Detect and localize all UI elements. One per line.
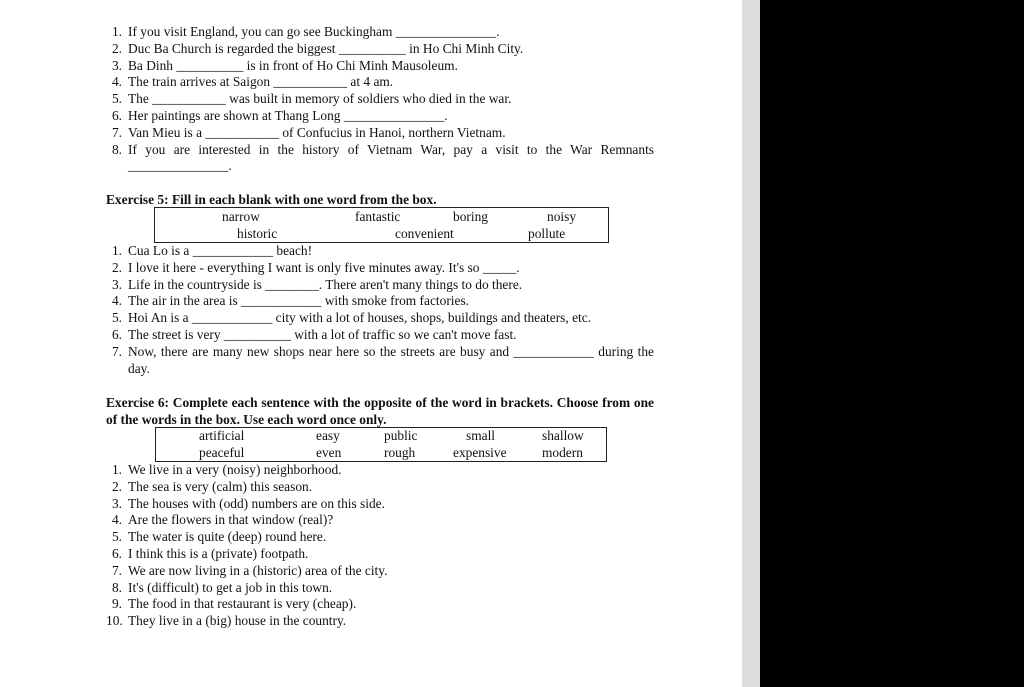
word-box-item: noisy bbox=[547, 209, 577, 224]
list-item: 1. Cua Lo is a ____________ beach! bbox=[111, 243, 313, 258]
exercise5-list bbox=[106, 243, 666, 377]
exercise5-title: Exercise 5: Fill in each blank with one word from the box. bbox=[106, 192, 437, 207]
exercise6-title: Exercise 6: Complete each sentence with the opposite of the word in brackets. Choose from one of the words in the box. Use each word once only. bbox=[106, 395, 654, 427]
list-item: 10. They live in a (big) house in the country. bbox=[106, 613, 347, 629]
exercise6-list bbox=[106, 462, 666, 630]
sentence-text: Van Mieu is a ___________ of Confucius in Hanoi, northern Vietnam. bbox=[128, 124, 506, 140]
word-box-item: easy bbox=[316, 428, 340, 443]
list-item: 2. Duc Ba Church is regarded the biggest __________ in Ho Chi Minh City. bbox=[111, 40, 524, 56]
list-item: 7. Van Mieu is a ___________ of Confucius in Hanoi, northern Vietnam. bbox=[111, 124, 506, 140]
sentence-text: It's (difficult) to get a job in this town. bbox=[128, 579, 333, 595]
sentence-text: Ba Dinh __________ is in front of Ho Chi Minh Mausoleum. bbox=[128, 57, 458, 73]
word-box-item: even bbox=[316, 445, 342, 460]
sentence-text: Cua Lo is a ____________ beach! bbox=[128, 243, 313, 258]
sentence-text: We are now living in a (historic) area of the city. bbox=[128, 562, 388, 578]
exercise5-word-box bbox=[154, 207, 609, 243]
sentence-text: I love it here - everything I want is only five minutes away. It's so _____. bbox=[128, 259, 520, 275]
sentence-text: The train arrives at Saigon ___________ at 4 am. bbox=[128, 74, 394, 90]
word-box-item: public bbox=[384, 428, 418, 443]
list-item: 6. Her paintings are shown at Thang Long _______________. bbox=[111, 107, 448, 123]
sentence-text: Are the flowers in that window (real)? bbox=[128, 512, 334, 528]
exercise6-word-box bbox=[155, 427, 607, 462]
word-box-item: artificial bbox=[199, 428, 245, 443]
word-box-item: peaceful bbox=[199, 445, 245, 460]
sentence-text: If you are interested in the history of Vietnam War, pay a visit to the War Remnants _______________. bbox=[128, 141, 654, 174]
list-item: 3. Ba Dinh __________ is in front of Ho Chi Minh Mausoleum. bbox=[111, 57, 458, 73]
word-box-item: fantastic bbox=[355, 209, 401, 224]
list-item: 6. The street is very __________ with a lot of traffic so we can't move fast. bbox=[111, 326, 517, 342]
list-item: 2. I love it here - everything I want is only five minutes away. It's so _____. bbox=[111, 259, 520, 275]
list-item: 3. Life in the countryside is ________. There aren't many things to do there. bbox=[111, 276, 523, 292]
word-box-item: modern bbox=[542, 445, 583, 460]
word-box-item: pollute bbox=[528, 226, 566, 241]
sentence-text: The houses with (odd) numbers are on this side. bbox=[128, 495, 385, 511]
word-box-item: historic bbox=[237, 226, 278, 241]
sentence-text: Now, there are many new shops near here so the streets are busy and ____________ during the day. bbox=[128, 343, 654, 376]
sentence-text: The air in the area is ____________ with smoke from factories. bbox=[128, 293, 469, 309]
list-item: 7. Now, there are many new shops near here so the streets are busy and ____________ during the day. bbox=[111, 343, 654, 376]
list-item: 2. The sea is very (calm) this season. bbox=[111, 478, 313, 494]
sentence-text: Hoi An is a ____________ city with a lot of houses, shops, buildings and theaters, etc. bbox=[128, 310, 592, 326]
word-box-item: small bbox=[466, 428, 496, 443]
word-box-item: rough bbox=[384, 445, 416, 460]
list-item: 8. It's (difficult) to get a job in this town. bbox=[111, 579, 333, 595]
sentence-text: The water is quite (deep) round here. bbox=[128, 529, 327, 545]
sentence-text: The ___________ was built in memory of soldiers who died in the war. bbox=[128, 91, 512, 107]
word-box-item: convenient bbox=[395, 226, 454, 241]
word-box-item: shallow bbox=[542, 428, 584, 443]
exercise4-list bbox=[106, 24, 666, 175]
sentence-text: Her paintings are shown at Thang Long _______________. bbox=[128, 107, 448, 123]
list-item: 5. The ___________ was built in memory of soldiers who died in the war. bbox=[111, 91, 512, 107]
list-item: 1. If you visit England, you can go see Buckingham _______________. bbox=[111, 24, 500, 39]
list-item: 1. We live in a very (noisy) neighborhood. bbox=[111, 462, 342, 477]
list-item: 9. The food in that restaurant is very (cheap). bbox=[111, 596, 357, 612]
list-item: 8. If you are interested in the history of Vietnam War, pay a visit to the War Remnants _______________. bbox=[111, 141, 654, 174]
list-item: 3. The houses with (odd) numbers are on this side. bbox=[111, 495, 385, 511]
word-box-item: expensive bbox=[453, 445, 507, 460]
list-item: 4. The air in the area is ____________ with smoke from factories. bbox=[111, 293, 469, 309]
sentence-text: The street is very __________ with a lot of traffic so we can't move fast. bbox=[128, 326, 517, 342]
sentence-text: Duc Ba Church is regarded the biggest __________ in Ho Chi Minh City. bbox=[128, 40, 524, 56]
list-item: 5. The water is quite (deep) round here. bbox=[111, 529, 327, 545]
list-item: 5. Hoi An is a ____________ city with a lot of houses, shops, buildings and theaters, etc. bbox=[111, 310, 592, 326]
sentence-text: They live in a (big) house in the country. bbox=[128, 613, 347, 629]
sentence-text: The sea is very (calm) this season. bbox=[128, 478, 313, 494]
sentence-text: Life in the countryside is ________. There aren't many things to do there. bbox=[128, 276, 523, 292]
page-edge-shadow bbox=[742, 0, 760, 687]
sentence-text: If you visit England, you can go see Buckingham _______________. bbox=[128, 24, 500, 39]
dark-background bbox=[760, 0, 1024, 687]
list-item: 4. The train arrives at Saigon ___________ at 4 am. bbox=[111, 74, 394, 90]
sentence-text: I think this is a (private) footpath. bbox=[128, 545, 309, 561]
list-item: 4. Are the flowers in that window (real)? bbox=[111, 512, 334, 528]
sentence-text: We live in a very (noisy) neighborhood. bbox=[128, 462, 342, 477]
list-item: 7. We are now living in a (historic) area of the city. bbox=[111, 562, 388, 578]
sentence-text: The food in that restaurant is very (cheap). bbox=[128, 596, 357, 612]
word-box-item: narrow bbox=[222, 209, 260, 224]
word-box-item: boring bbox=[453, 209, 488, 224]
list-item: 6. I think this is a (private) footpath. bbox=[111, 545, 309, 561]
